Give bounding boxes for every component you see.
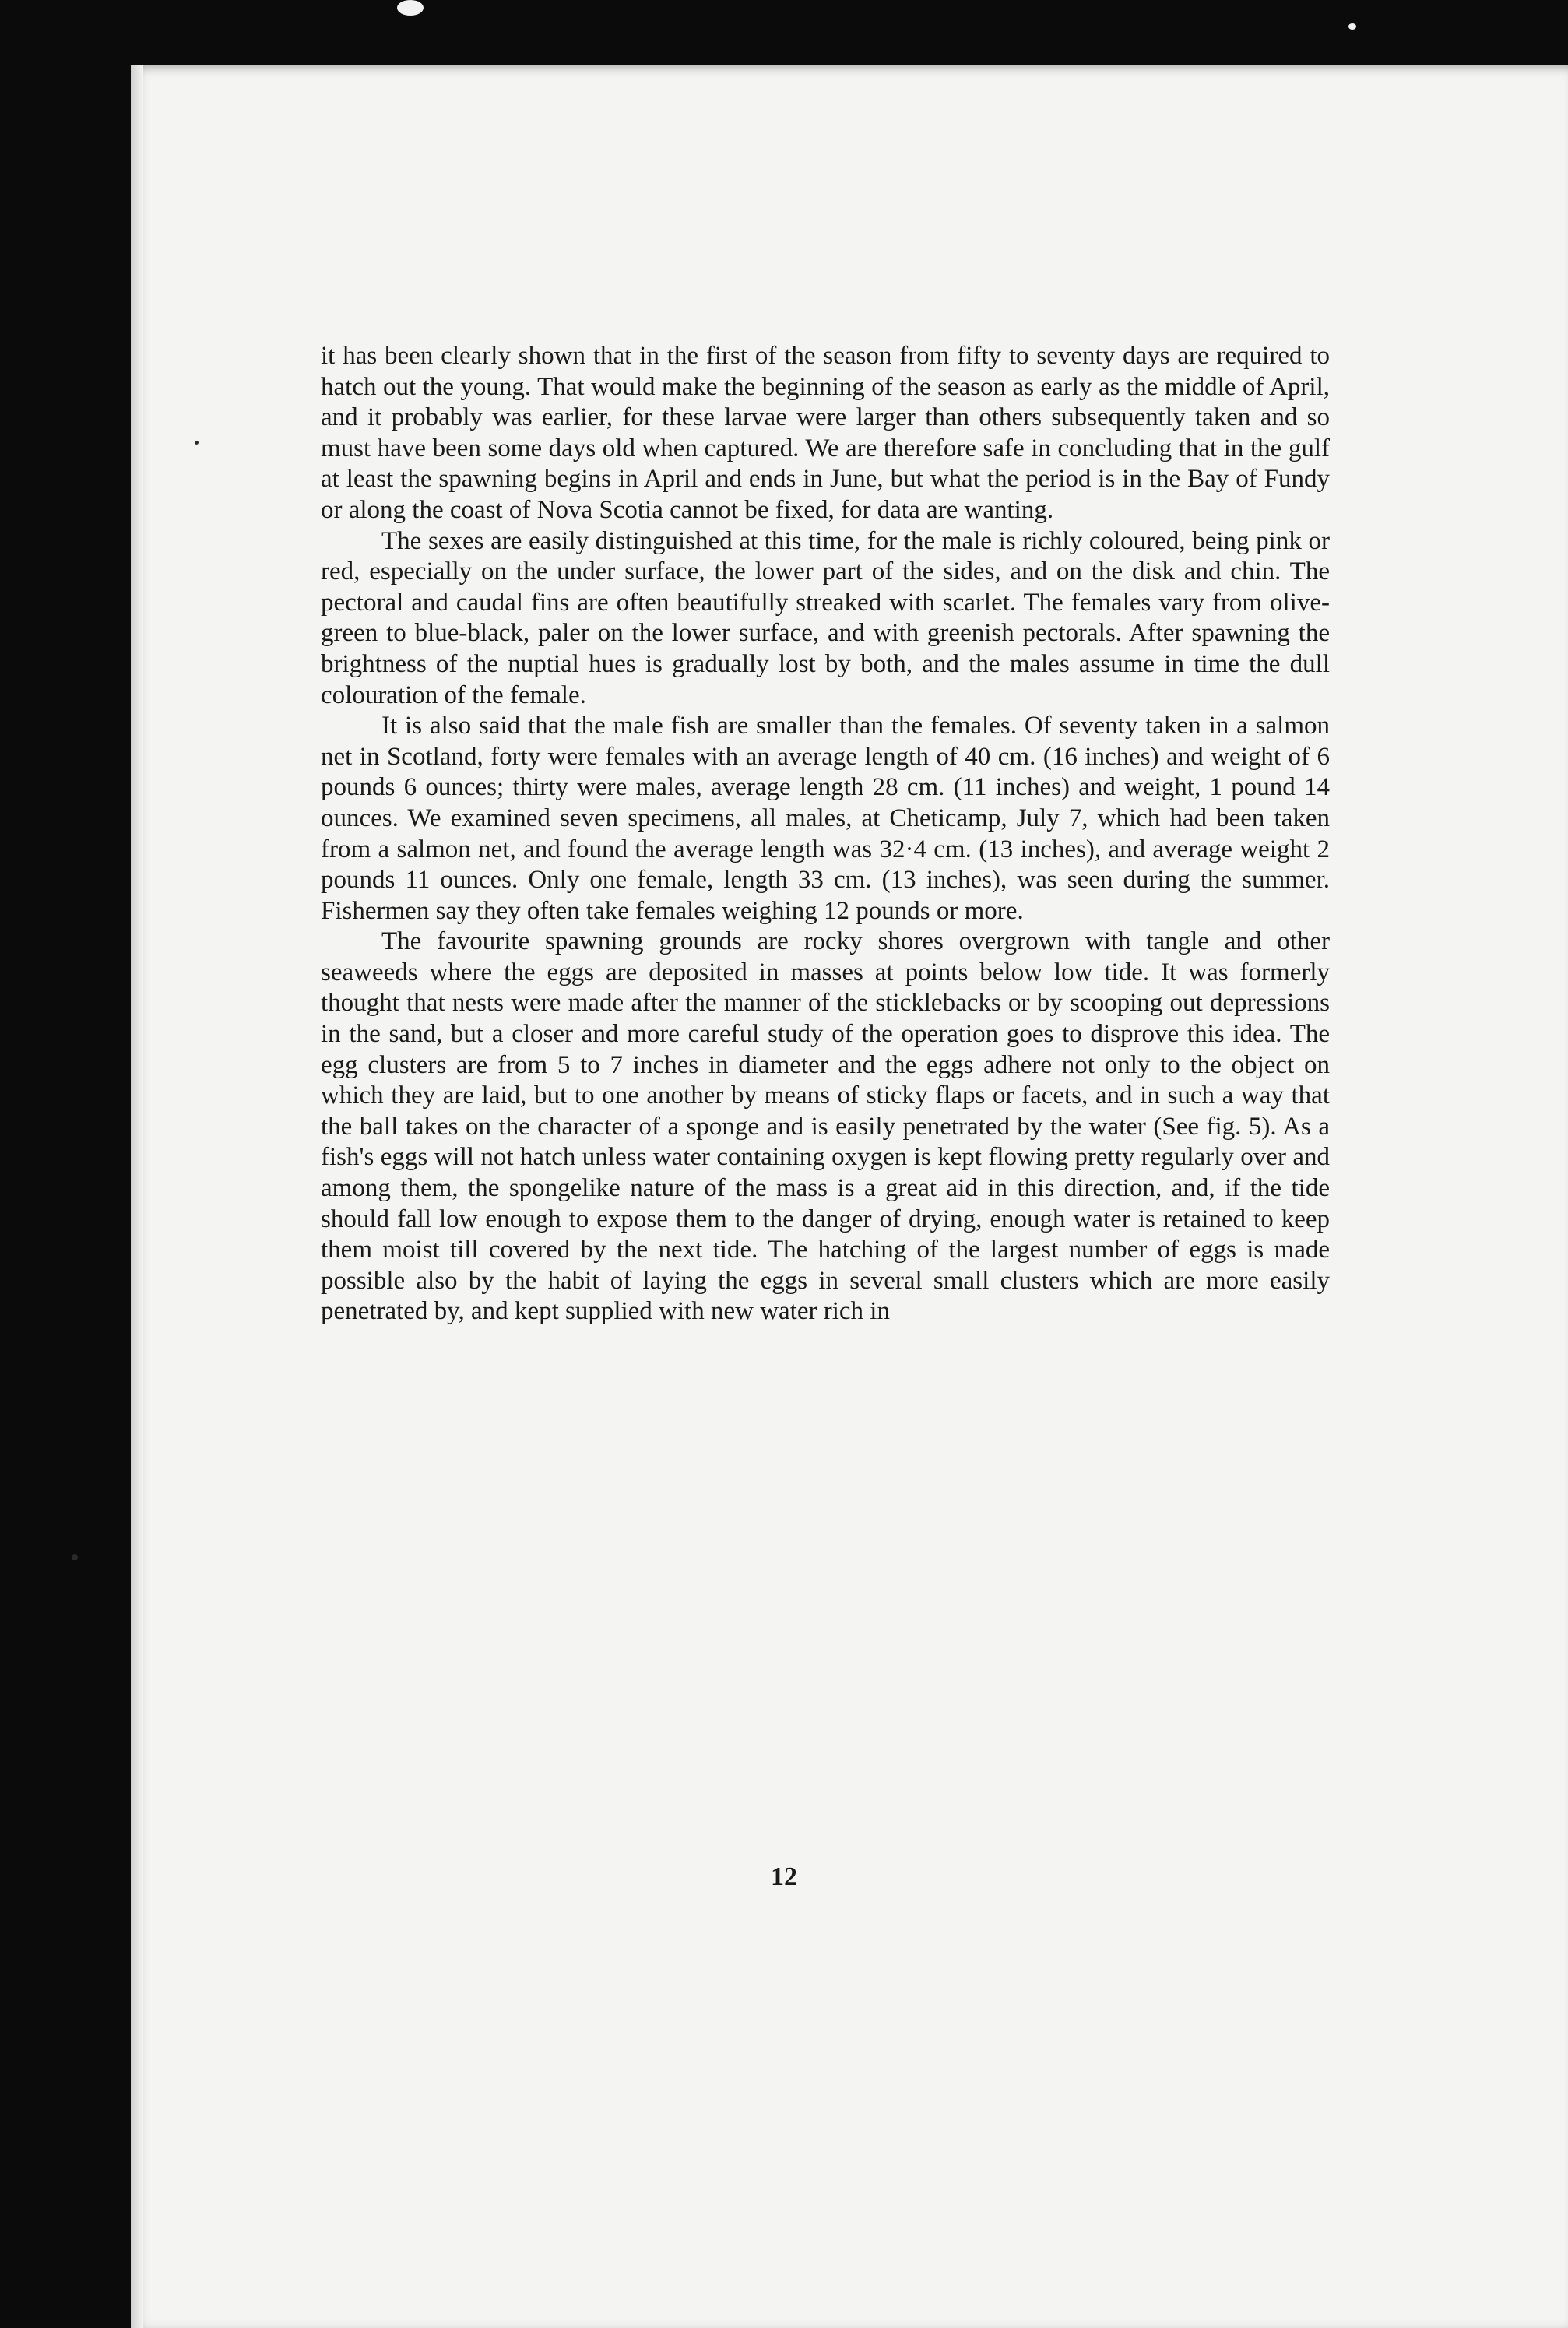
paragraph: it has been clearly shown that in the first of the season from fifty to seventy days are required to hatch out the young. That would make the beginning of the season as early as the middle of April, and it probably was earlier, for these larvae were larger than others subsequently taken and so must have been some days old when captured. We are therefore safe in concluding that in the gulf at least the spawning begins in April and ends in June, but what the period is in the Bay of Fundy or along the coast of Nova Scotia cannot be fixed, for data are wanting. bbox=[321, 342, 1330, 524]
margin-mark bbox=[72, 1554, 78, 1560]
body-text bbox=[321, 341, 1330, 1328]
margin-mark bbox=[195, 441, 199, 445]
paragraph: The favourite spawning grounds are rocky shores overgrown with tangle and other seaweeds where the eggs are deposited in masses at points below low tide. It was formerly thought that nests were made after the manner of the sticklebacks or by scooping out depressions in the sand, but a closer and more careful study of the operation goes to disprove this idea. The egg clusters are from 5 to 7 inches in diameter and the eggs adhere not only to the object on which they are laid, but to one another by means of sticky flaps or facets, and in such a way that the ball takes on the character of a sponge and is easily penetrated by the water (See fig. 5). As a fish's eggs will not hatch unless water containing oxygen is kept flowing pretty regularly over and among them, the spongelike nature of the mass is a great aid in this direction, and, if the tide should fall low enough to expose them to the danger of drying, enough water is retained to keep them moist till covered by the next tide. The hatching of the largest number of eggs is made possible also by the habit of laying the eggs in several small clusters which are more easily penetrated by, and kept supplied with new water rich in bbox=[321, 927, 1330, 1326]
paragraph: It is also said that the male fish are smaller than the females. Of seventy taken in a salmon net in Scotland, forty were females with an average length of 40 cm. (16 inches) and weight of 6 pounds 6 ounces; thirty were males, average length 28 cm. (11 inches) and weight, 1 pound 14 ounces. We examined seven specimens, all males, at Cheticamp, July 7, which had been taken from a salmon net, and found the average length was 32·4 cm. (13 inches), and average weight 2 pounds 11 ounces. Only one female, length 33 cm. (13 inches), was seen during the summer. Fishermen say they often take females weighing 12 pounds or more. bbox=[321, 712, 1330, 925]
page-edge-shadow bbox=[131, 65, 143, 2328]
scan-speck-top bbox=[397, 0, 424, 16]
paragraph: The sexes are easily distinguished at this time, for the male is richly coloured, being pink or red, especially on the under surface, the lower part of the sides, and on the disk and chin. The pectoral and caudal fins are often beautifully streaked with scarlet. The females vary from olive-green to blue-black, paler on the lower surface, and with greenish pectorals. After spawning the brightness of the nuptial hues is gradually lost by both, and the males assume in time the dull colouration of the female. bbox=[321, 526, 1330, 709]
scan-speck-top-right bbox=[1348, 23, 1356, 30]
page-number: 12 bbox=[771, 1862, 797, 1891]
